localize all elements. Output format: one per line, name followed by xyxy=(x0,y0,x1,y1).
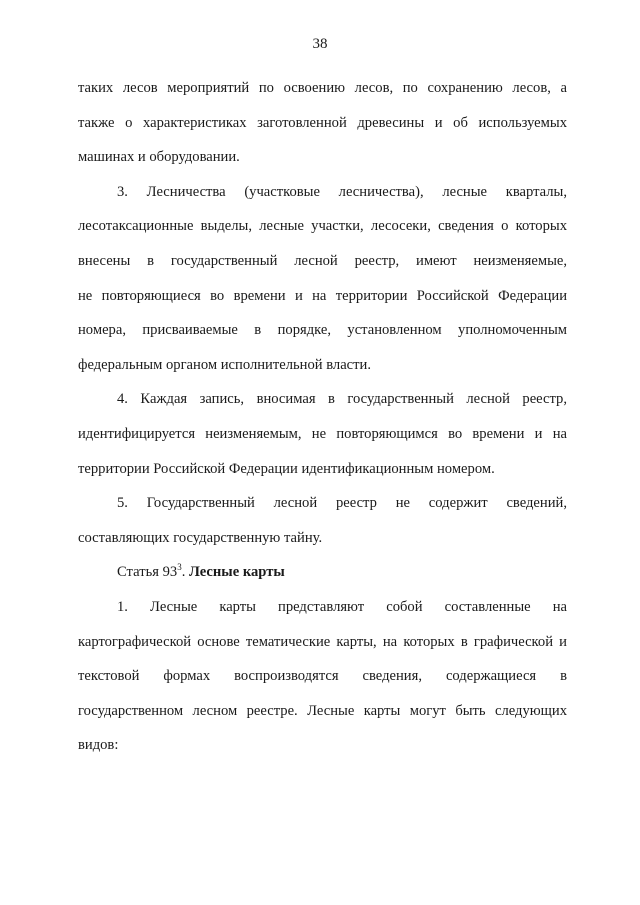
paragraph-item-5 xyxy=(78,486,567,555)
text-line: федеральным органом исполнительной власти. xyxy=(78,356,371,373)
article-superscript: 3 xyxy=(177,562,182,573)
text-line: территории Российской Федерации идентификационным номером. xyxy=(78,460,495,477)
paragraph-item-3 xyxy=(78,175,567,383)
text-line: картографической основе тематические карты, на которых в графической и xyxy=(78,633,567,650)
text-line: внесены в государственный лесной реестр, имеют неизменяемые, xyxy=(78,252,567,269)
text-line: машинах и оборудовании. xyxy=(78,149,240,166)
text-line: таких лесов мероприятий по освоению лесов, по сохранению лесов, а xyxy=(78,80,567,96)
text-line: видов: xyxy=(78,737,119,754)
text-line: идентифицируется неизменяемым, не повторяющимся во времени и на xyxy=(78,425,567,442)
paragraph-item-1 xyxy=(78,590,567,763)
text-line: 3. Лесничества (участковые лесничества), лесные кварталы, xyxy=(117,183,567,200)
text-line: также о характеристиках заготовленной древесины и об используемых xyxy=(78,114,567,131)
text-line: текстовой формах воспроизводятся сведения, содержащиеся в xyxy=(78,668,567,685)
document-body xyxy=(78,71,567,763)
text-line: 1. Лесные карты представляют собой составленные на xyxy=(117,598,567,615)
article-heading xyxy=(78,555,567,590)
text-line: 5. Государственный лесной реестр не содержит сведений, xyxy=(117,495,567,512)
paragraph-continuation xyxy=(78,71,567,175)
text-line: номера, присваиваемые в порядке, установленном уполномоченным xyxy=(78,322,567,339)
text-line: 4. Каждая запись, вносимая в государственный лесной реестр, xyxy=(117,391,567,408)
paragraph-item-4 xyxy=(78,382,567,486)
page-number: 38 xyxy=(312,36,328,52)
article-title: Лесные карты xyxy=(188,564,285,581)
text-line: лесотаксационные выделы, лесные участки, лесосеки, сведения о которых xyxy=(78,218,567,235)
text-line: не повторяющиеся во времени и на территории Российской Федерации xyxy=(78,287,567,304)
text-line: государственном лесном реестре. Лесные карты могут быть следующих xyxy=(78,702,567,719)
article-number: Статья 93 xyxy=(117,564,178,581)
text-line: составляющих государственную тайну. xyxy=(78,529,323,546)
article-dot: . xyxy=(181,564,189,581)
